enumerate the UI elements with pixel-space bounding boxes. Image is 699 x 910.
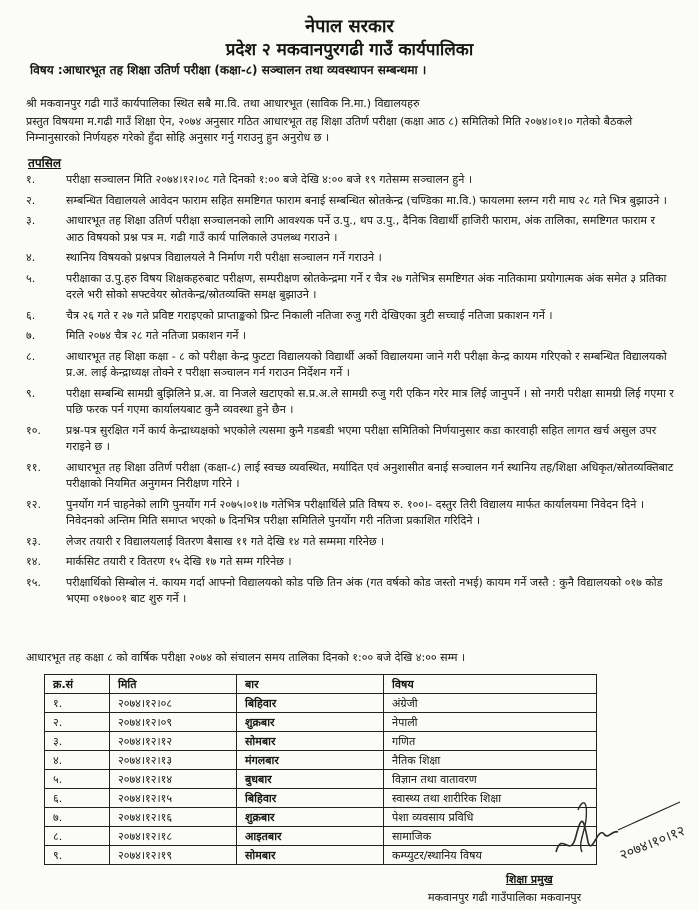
office-heading: प्रदेश २ मकवानपुरगढी गाउँ कार्यपालिका	[225, 40, 474, 60]
decision-item	[24, 386, 674, 419]
row-day: आइतबार	[237, 827, 384, 846]
row-serial: ३.	[45, 732, 110, 751]
row-date: २०७४।१२।१९	[110, 846, 237, 865]
row-date: २०७४।१२।१३	[110, 751, 237, 770]
item-text: आधारभूत तह शिक्षा उतिर्ण परीक्षा (कक्षा-८) लाई स्वच्छ व्यवस्थित, मर्यादित एवं अनुशासीत बनाई सञ्चालन गर्न स्थानिय तह/शिक्षा अधिकृत/स्रोतव्यक्तिबाट परीक्षाको नियमित अनुगमन निरीक्षण गरिने ।	[66, 460, 674, 490]
item-number: ५.	[26, 271, 36, 285]
row-subject: नेपाली	[384, 713, 597, 732]
addressee: श्री मकवानपुर गढी गाउँ कार्यपालिका स्थित सबै मा.वि. तथा आधारभूत (साविक नि.मा.) विद्यालयहरु	[26, 97, 420, 110]
item-text: मिति २०७४ चैत्र २८ गते नतिजा प्रकाशन गर्ने ।	[66, 329, 247, 342]
row-subject: विज्ञान तथा वातावरण	[384, 770, 597, 789]
table-row	[45, 827, 597, 846]
row-subject: गणित	[384, 732, 597, 751]
decision-list	[24, 172, 674, 612]
row-day: बिहिवार	[237, 694, 384, 713]
decision-item	[24, 308, 674, 325]
item-text: चैत्र २६ गते र २७ गते प्रविष्ट गराइएको प्राप्ताङ्कको प्रिन्ट निकाली नतिजा रुजु गरी देखिएका त्रुटी सच्चाई नतिजा प्रकाशन गर्ने ।	[66, 308, 553, 322]
row-subject: स्वास्थ्य तथा शारीरिक शिक्षा	[384, 789, 597, 808]
row-date: २०७४।१२।०९	[110, 713, 237, 732]
table-row	[45, 751, 597, 770]
item-text: पुनर्योग गर्न चाहनेको लागि पुनर्योग गर्न २०७५।०१।७ गतेभित्र परीक्षार्थिले प्रति विषय रु. १००।- दस्तुर तिरी विद्यालय मार्फत कार्यालयमा निवेदन दिने । निवेदनको अन्तिम मिति समाप्त भएको ७ दिनभित्र परीक्षा समितिले पुनर्योग गरी नतिजा प्रकाशित गरिदिने ।	[66, 497, 645, 527]
signatory-role: शिक्षा प्रमुख	[506, 873, 553, 886]
intro-paragraph: प्रस्तुत विषयमा म.गढी गाउँ शिक्षा ऐन, २०७४ अनुसार गठित आधारभूत तह शिक्षा उतिर्ण परीक्षा (कक्षा आठ ८) समितिको मिति २०७४।०१।० गतेको बैठकले निम्नानुसारको निर्णयहरु गरेको हुँदा सोहि अनुसार गर्नु गराउनु हुन अनुरोध छ ।	[26, 115, 633, 144]
decision-item	[24, 554, 674, 571]
item-text: परीक्षाका उ.पु.हरु विषय शिक्षकहरुबाट परीक्षण, सम्परीक्षण स्रोतकेन्द्रमा गर्ने र चैत्र २७ गतेभित्र समष्टिगत अंक नातिकामा प्रयोगात्मक अंक समेत ३ प्रतिका दरले भरी सोको सफ्टवेयर स्रोतकेन्द्र/स्रोतव्यक्ति समक्ष बुझाउने ।	[66, 271, 667, 301]
decision-item	[24, 193, 674, 210]
row-date: २०७४।१२।०८	[110, 694, 237, 713]
item-text: स्थानिय विषयको प्रश्नपत्र विद्यालयले नै निर्माण गरी परीक्षा सञ्चालन गर्ने गराउने ।	[66, 251, 382, 264]
details-heading: तपसिल	[28, 156, 62, 170]
item-number: ११.	[26, 460, 41, 474]
row-serial: ४.	[45, 751, 110, 770]
exam-schedule-table	[44, 674, 597, 865]
row-day: मंगलबार	[237, 751, 384, 770]
item-text: प्रश्न-पत्र सुरक्षित गर्ने कार्य केन्द्राध्यक्षको भएकोले त्यसमा कुनै गडबडी भएमा परीक्षा समितिको निर्णयानुसार कडा कारवाही सहित लागत खर्च असुल उपर गराइने छ ।	[66, 423, 657, 453]
table-row	[45, 732, 597, 751]
handwritten-signature	[548, 790, 688, 870]
row-subject: सामाजिक	[384, 827, 597, 846]
item-text: मार्कसिट तयारी र वितरण १५ देखि १७ गते सम्म गरिनेछ ।	[66, 555, 292, 568]
row-serial: ७.	[45, 808, 110, 827]
table-row	[45, 846, 597, 865]
item-number: ८.	[26, 349, 36, 363]
decision-item	[24, 271, 674, 304]
item-number: १४.	[26, 555, 41, 568]
signatory-org: मकवानपुर गढी गाउँपालिका मकवानपुर	[428, 891, 582, 904]
decision-item	[24, 423, 674, 456]
row-date: २०७४।१२।१२	[110, 732, 237, 751]
decision-item	[24, 497, 674, 530]
item-text: आधारभूत तह शिक्षा कक्षा - ८ को परीक्षा केन्द्र फुटटा विद्यालयको विद्यार्थी अर्को विद्यालयमा जाने गरी परीक्षा केन्द्र कायम गरिएको र सम्बन्धित विद्यालयको प्र.अ. लाई केन्द्राध्यक्ष तोक्ने र परीक्षा सञ्चालन गर्न गराउन निर्देशन गर्ने ।	[66, 349, 667, 379]
row-serial: ८.	[45, 827, 110, 846]
item-text: परीक्षा सञ्चालन मिति २०७४।१२।०८ गते दिनको १:०० बजे देखि ४:०० बजे १९ गतेसम्म सञ्चालन हुने ।	[66, 173, 472, 186]
item-number: ४.	[26, 251, 36, 264]
row-serial: ६.	[45, 789, 110, 808]
row-date: २०७४।१२।१८	[110, 827, 237, 846]
header-date: मिति	[110, 675, 237, 694]
decision-item	[24, 575, 674, 608]
closing-line: आधारभूत तह कक्षा ८ को वार्षिक परीक्षा २०७४ को संचालन समय तालिका दिनको १:०० बजे देखि ४:०० सम्म ।	[26, 651, 466, 664]
signature-date: २०७४।१०।१२	[617, 823, 688, 864]
row-day: शुक्रबार	[237, 713, 384, 732]
item-text: लेजर तयारी र विद्यालयलाई वितरण बैसाख ११ गते देखि १४ गते सम्ममा गरिनेछ ।	[66, 534, 385, 548]
decision-item	[24, 213, 674, 246]
row-subject: पेशा व्यवसाय प्रविधि	[384, 808, 597, 827]
row-date: २०७४।१२।१४	[110, 770, 237, 789]
row-serial: ५.	[45, 770, 110, 789]
decision-item	[24, 328, 674, 345]
item-number: ६.	[26, 308, 36, 322]
row-day: बिहिवार	[237, 789, 384, 808]
item-text: परीक्षा सम्बन्धि सामग्री बुझिलिने प्र.अ. वा निजले खटाएको स.प्र.अ.ले सामग्री रुजु गरी एकिन गरेर मात्र लिई जानुपर्ने । सो नगरी परीक्षा सामग्री लिई गएमा र पछि फरक पर्न गएमा कार्यालयबाट कुनै व्यवस्था हुने छैन ।	[66, 386, 674, 416]
decision-item	[24, 534, 674, 551]
row-serial: १.	[45, 694, 110, 713]
row-subject: कम्प्युटर/स्थानिय विषय	[384, 846, 597, 865]
table-row	[45, 694, 597, 713]
decision-item	[24, 460, 674, 493]
item-number: १०.	[26, 423, 41, 437]
header-serial: क्र.सं	[45, 675, 110, 694]
item-text: आधारभूत तह शिक्षा उतिर्ण परीक्षा सञ्चालनको लागि आवश्यक पर्ने उ.पु., थप उ.पु., दैनिक विद्यार्थी हाजिरी फाराम, अंक तालिका, समष्टिगत फाराम र आठ विषयको प्रश्न पत्र म. गढी गाउँ कार्य पालिकाले उपलब्ध गराउने ।	[66, 214, 655, 244]
item-number: ७.	[26, 329, 36, 342]
item-number: २.	[26, 193, 36, 207]
item-number: १.	[26, 173, 36, 186]
item-number: ९.	[26, 386, 36, 400]
item-number: १३.	[26, 534, 41, 548]
item-text: सम्बन्धित विद्यालयले आवेदन फाराम सहित समष्टिगत फाराम बनाई सम्बन्धित स्रोतकेन्द्र (चण्डिका मा.वि.) फायलमा स्लग्न गरी माघ २८ गते भित्र बुझाउने ।	[66, 193, 667, 207]
row-serial: २.	[45, 713, 110, 732]
row-day: शुक्रबार	[237, 808, 384, 827]
row-day: सोमबार	[237, 732, 384, 751]
header-day: बार	[237, 675, 384, 694]
schedule-header-row	[45, 675, 597, 694]
item-text: परीक्षार्थिको सिम्बोल नं. कायम गर्दा आफ्नो विद्यालयको कोड पछि तिन अंक (गत वर्षको कोड जस्तो नभई) कायम गर्ने जस्तै : कुनै विद्यालयको ०१७ कोड भएमा ०१७००१ बाट शुरु गर्ने ।	[66, 575, 663, 605]
row-date: २०७४।१२।१५	[110, 789, 237, 808]
row-subject: नैतिक शिक्षा	[384, 751, 597, 770]
row-serial: ९.	[45, 846, 110, 865]
item-number: ३.	[26, 214, 36, 227]
decision-item	[24, 349, 674, 382]
decision-item	[24, 172, 674, 189]
row-day: सोमबार	[237, 846, 384, 865]
row-subject: अंग्रेजी	[384, 694, 597, 713]
subject-line: विषय :आधारभूत तह शिक्षा उतिर्ण परीक्षा (कक्षा-८) सञ्चालन तथा व्यवस्थापन सम्बन्धमा ।	[30, 63, 427, 77]
item-number: १२.	[26, 497, 41, 511]
table-row	[45, 770, 597, 789]
table-row	[45, 713, 597, 732]
decision-item	[24, 250, 674, 267]
table-row	[45, 808, 597, 827]
table-row	[45, 789, 597, 808]
government-heading: नेपाल सरकार	[305, 16, 394, 37]
row-date: २०७४।१२।१६	[110, 808, 237, 827]
item-number: १५.	[26, 575, 41, 589]
row-day: बुधबार	[237, 770, 384, 789]
header-subject: विषय	[384, 675, 597, 694]
